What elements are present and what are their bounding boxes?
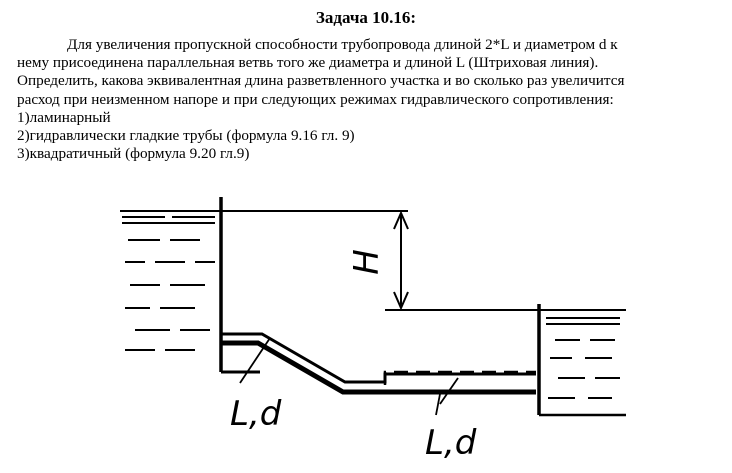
task-line: расход при неизменном напоре и при следующих режимах гидравлического сопротивления: <box>17 90 614 108</box>
pipe-label-1: L,d <box>230 394 282 434</box>
leader-line-2a <box>436 394 440 415</box>
head-label: H <box>347 249 387 275</box>
task-line: Для увеличения пропускной способности трубопровода длиной 2*L и диаметром d к <box>67 36 618 53</box>
task-line: 3)квадратичный (формула 9.20 гл.9) <box>17 145 250 163</box>
right-reservoir-water <box>546 318 620 398</box>
task-text <box>17 36 722 163</box>
task-title: Задача 10.16: <box>315 8 417 27</box>
pipeline-diagram <box>0 190 732 473</box>
task-line: нему присоединена параллельная ветвь того же диаметра и длиной L (Штриховая линия). <box>17 54 599 72</box>
head-dimension-arrow <box>394 213 408 308</box>
pipe-label-2: L,d <box>425 423 477 463</box>
left-reservoir-water <box>120 211 221 350</box>
task-line: 1)ламинарный <box>17 108 111 126</box>
task-line: 2)гидравлически гладкие трубы (формула 9.16 гл. 9) <box>17 127 355 145</box>
main-pipe-bottom <box>221 343 536 392</box>
task-line: Определить, какова эквивалентная длина разветвленного участка и во сколько раз увеличится <box>17 72 625 90</box>
